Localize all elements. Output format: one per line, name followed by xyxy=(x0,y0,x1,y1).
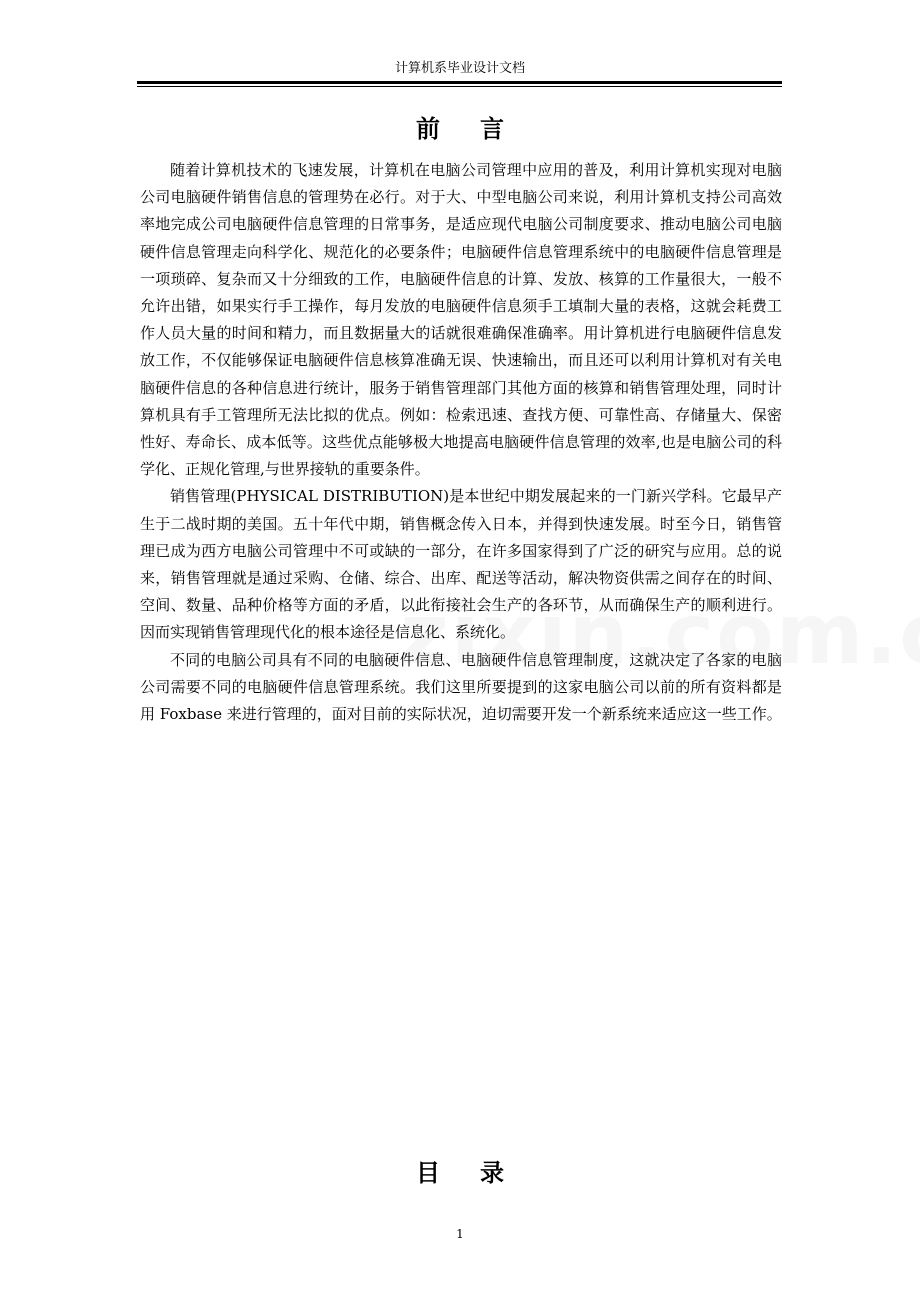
preface-paragraph-3: 不同的电脑公司具有不同的电脑硬件信息、电脑硬件信息管理制度，这就决定了各家的电脑公司需要不同的电脑硬件信息管理系统。我们这里所要提到的这家电脑公司以前的所有资料都是用 Foxbase 来进行管理的，面对目前的实际状况，迫切需要开发一个新系统来适应这一些工作。 xyxy=(140,650,782,724)
header-rule-thick xyxy=(137,81,782,84)
preface-body xyxy=(140,157,782,728)
preface-paragraph-2: 销售管理(PHYSICAL DISTRIBUTION)是本世纪中期发展起来的一门新兴学科。它最早产生于二战时期的美国。五十年代中期，销售概念传入日本，并得到快速发展。时至今日，销售管理已成为西方电脑公司管理中不可或缺的一部分，在许多国家得到了广泛的研究与应用。总的说来，销售管理就是通过采购、仓储、综合、出库、配送等活动，解决物资供需之间存在的时间、空间、数量、品种价格等方面的矛盾，以此衔接社会生产的各环节，从而确保生产的顺利进行。因而实现销售管理现代化的根本途径是信息化、系统化。 xyxy=(140,487,782,642)
page-number: 1 xyxy=(456,1227,464,1241)
toc-title: 目录 xyxy=(416,1159,544,1187)
header-rule-thin xyxy=(137,86,782,87)
preface-paragraph-1: 随着计算机技术的飞速发展，计算机在电脑公司管理中应用的普及，利用计算机实现对电脑公司电脑硬件销售信息的管理势在必行。对于大、中型电脑公司来说，利用计算机支持公司高效率地完成公司电脑硬件信息管理的日常事务，是适应现代电脑公司制度要求、推动电脑公司电脑硬件信息管理走向科学化、规范化的必要条件；电脑硬件信息管理系统中的电脑硬件信息管理是一项琐碎、复杂而又十分细致的工作，电脑硬件信息的计算、发放、核算的工作量很大，一般不允许出错，如果实行手工操作，每月发放的电脑硬件信息须手工填制大量的表格，这就会耗费工作人员大量的时间和精力，而且数据量大的话就很难确保准确率。用计算机进行电脑硬件信息发放工作，不仅能够保证电脑硬件信息核算准确无误、快速输出，而且还可以利用计算机对有关电脑硬件信息的各种信息进行统计，服务于销售管理部门其他方面的核算和销售管理处理，同时计算机具有手工管理所无法比拟的优点。例如：检索迅速、查找方便、可靠性高、存储量大、保密性好、寿命长、成本低等。这些优点能够极大地提高电脑硬件信息管理的效率,也是电脑公司的科学化、正规化管理,与世界接轨的重要条件。 xyxy=(140,161,782,479)
running-header: 计算机系毕业设计文档 xyxy=(394,61,525,76)
preface-title: 前言 xyxy=(416,115,544,143)
